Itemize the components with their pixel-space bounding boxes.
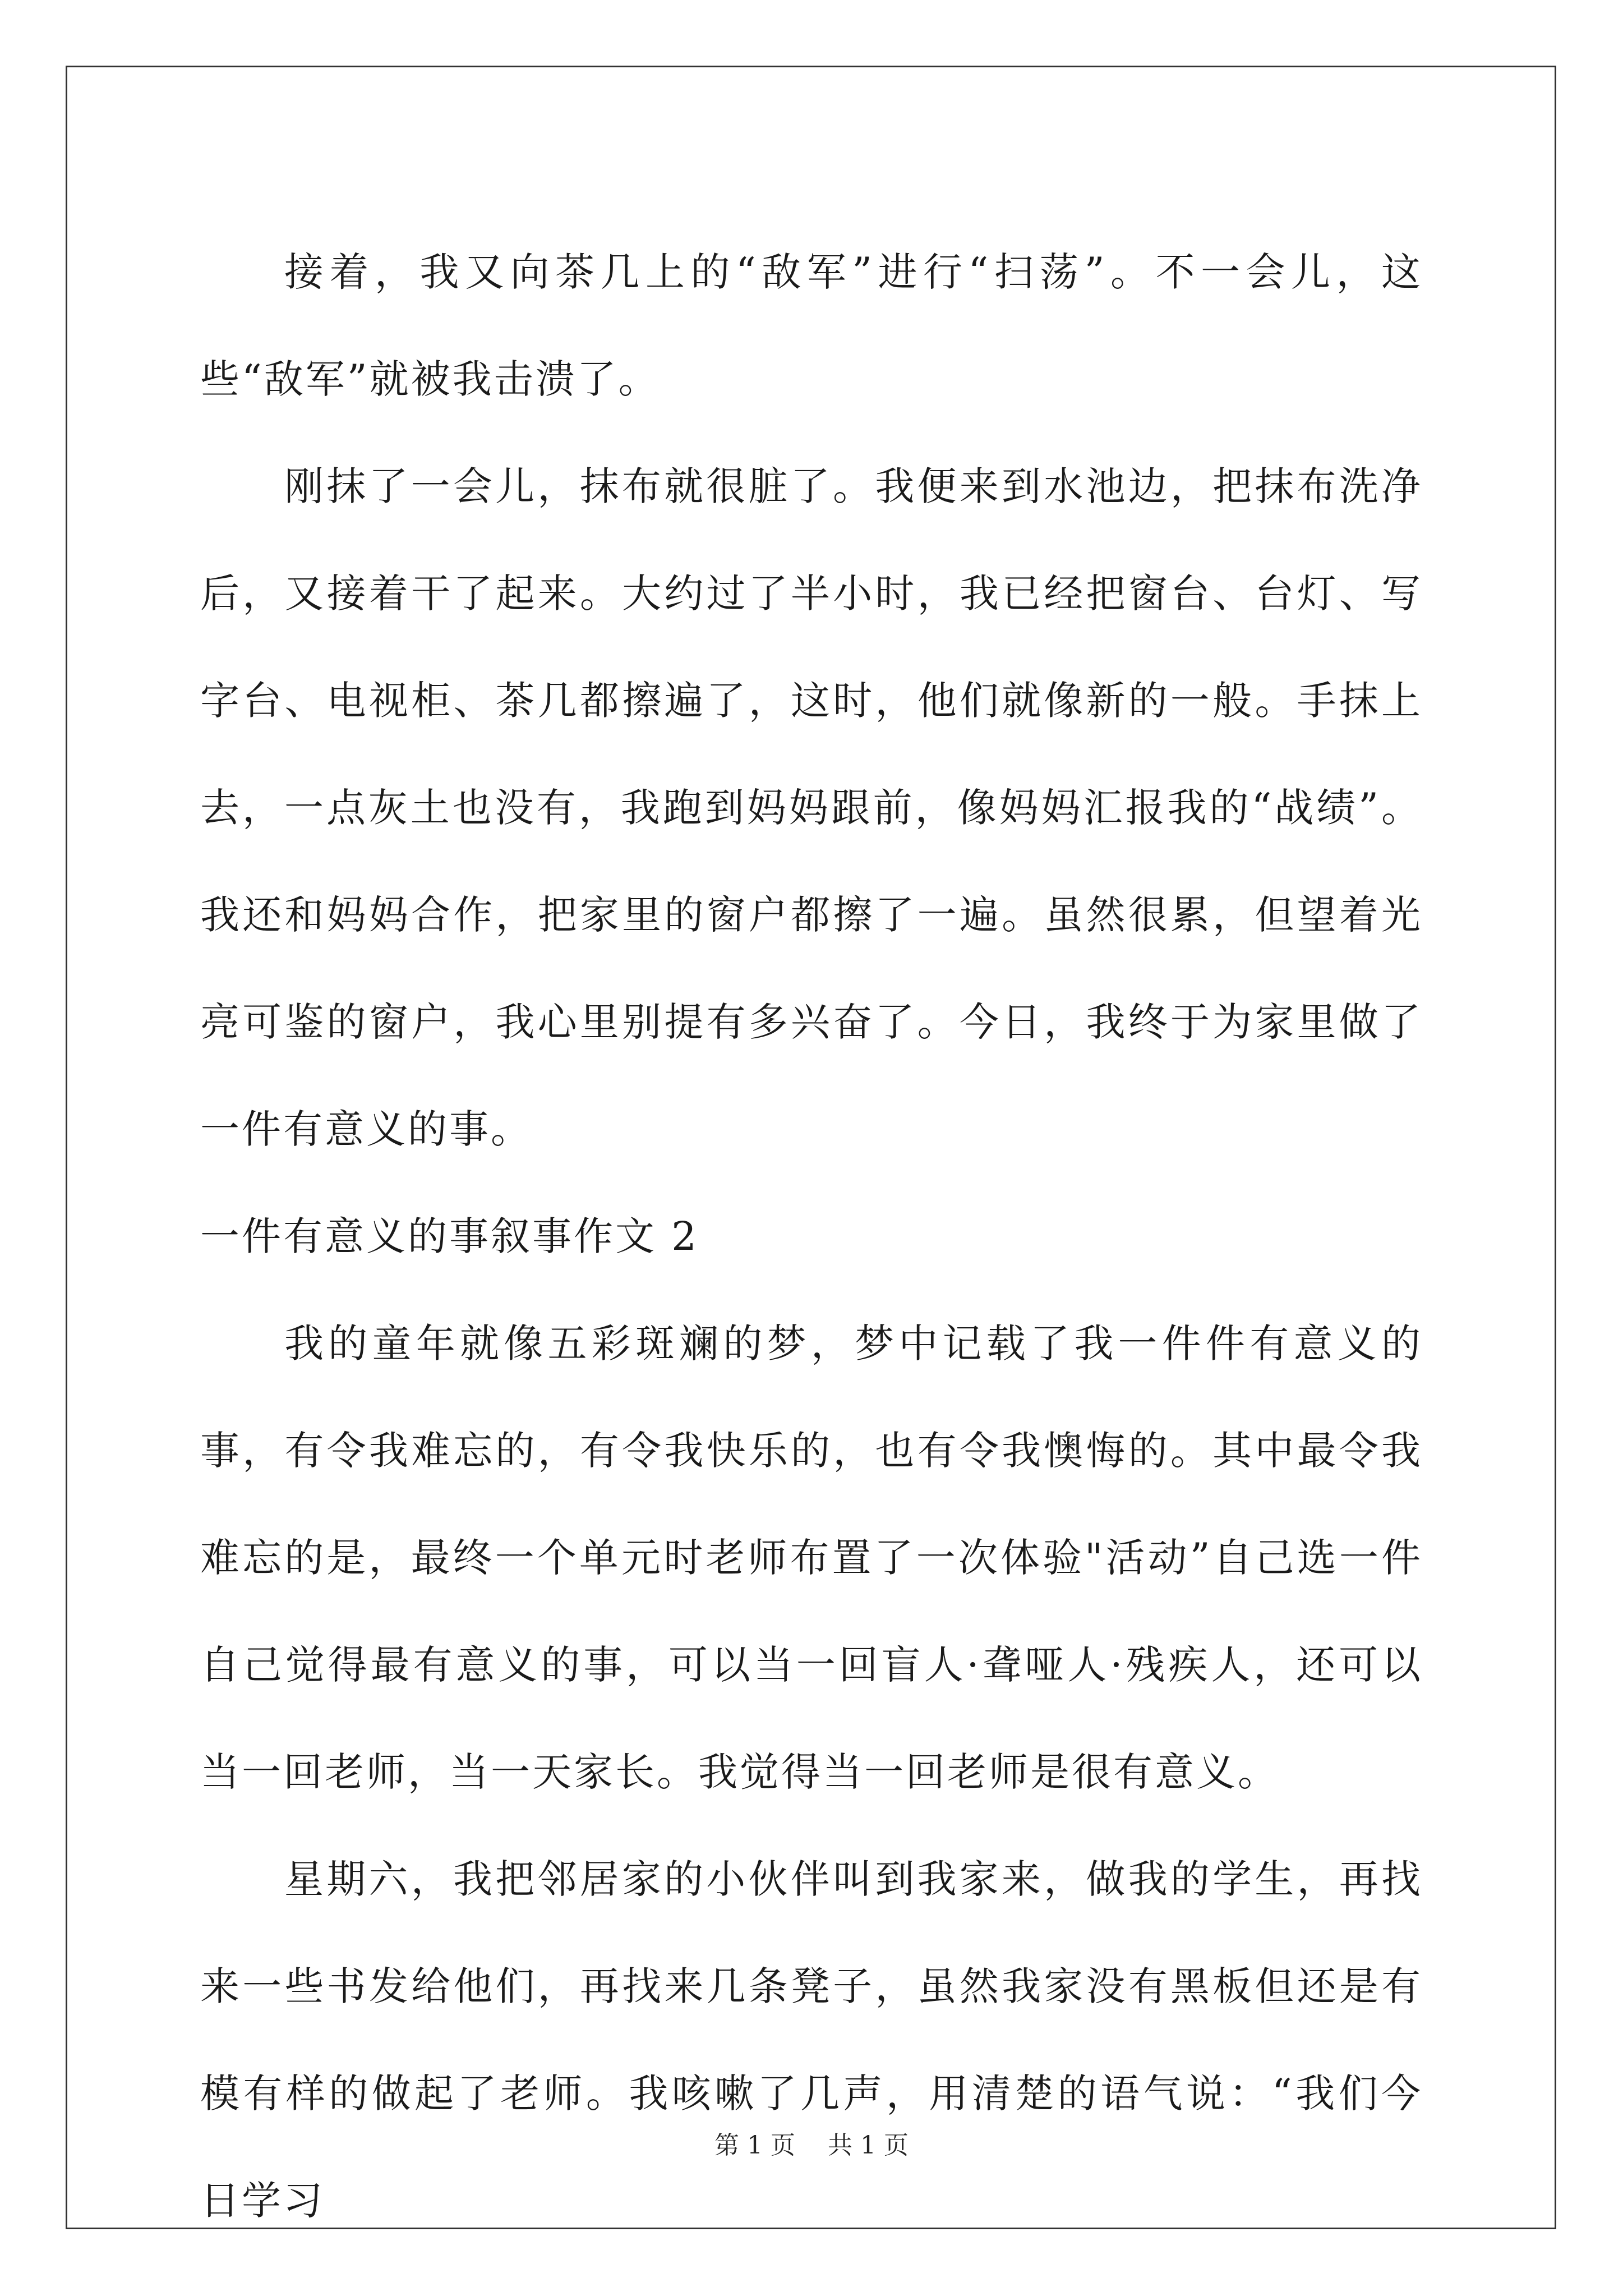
page-footer	[0, 2125, 1623, 2161]
paragraph-4: 星期六，我把邻居家的小伙伴叫到我家来，做我的学生，再找来一些书发给他们，再找来几条凳子，虽然我家没有黑板但还是有模有样的做起了老师。我咳嗽了几声，用清楚的语气说：“我们今日学习	[200, 1856, 1423, 2224]
document-body	[200, 219, 1423, 2254]
page-total: 共 1 页	[828, 2131, 909, 2160]
paragraph-1: 接着，我又向茶几上的“敌军”进行“扫荡”。不一会儿，这些“敌军”就被我击溃了。	[200, 249, 1423, 402]
paragraph-2: 刚抹了一会儿，抹布就很脏了。我便来到水池边，把抹布洗净后，又接着干了起来。大约过了半小时，我已经把窗台、台灯、写字台、电视柜、茶几都擦遍了，这时，他们就像新的一般。手抹上去，一点灰土也没有，我跑到妈妈跟前，像妈妈汇报我的“战绩”。我还和妈妈合作，把家里的窗户都擦了一遍。虽然很累，但望着光亮可鉴的窗户，我心里别提有多兴奋了。今日，我终于为家里做了一件有意义的事。	[200, 463, 1423, 1152]
section-heading: 一件有意义的事叙事作文 2	[200, 1213, 699, 1259]
page-number: 第 1 页	[714, 2131, 795, 2160]
paragraph-3: 我的童年就像五彩斑斓的梦，梦中记载了我一件件有意义的事，有令我难忘的，有令我快乐的，也有令我懊悔的。其中最令我难忘的是，最终一个单元时老师布置了一次体验"活动”自己选一件自己觉得最有意义的事，可以当一回盲人·聋哑人·残疾人，还可以当一回老师，当一天家长。我觉得当一回老师是很有意义。	[200, 1320, 1423, 1795]
